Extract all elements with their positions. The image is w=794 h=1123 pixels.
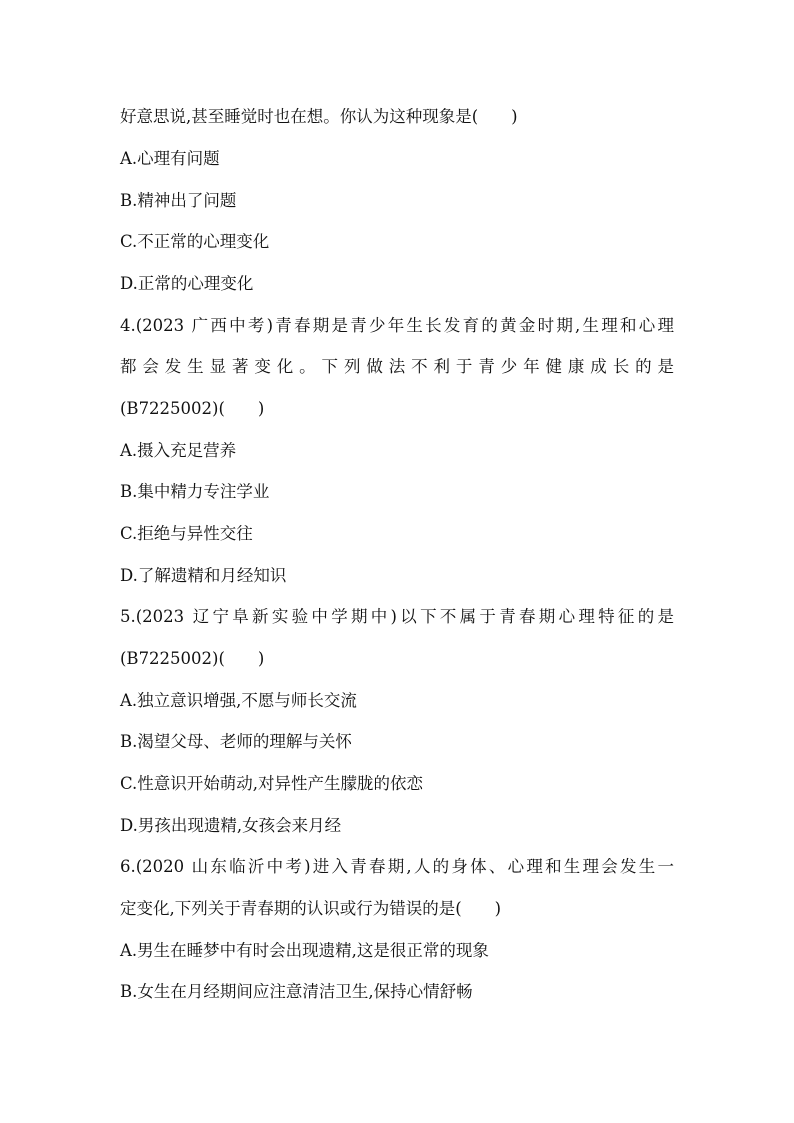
q3-option-b: B.精神出了问题 [120, 191, 237, 210]
q6-stem-line-2: 定变化,下列关于青春期的认识或行为错误的是( ) [120, 899, 502, 918]
q5-option-b: B.渴望父母、老师的理解与关怀 [120, 732, 352, 751]
q4-stem-line-1: 4.(2023 广西中考)青春期是青少年生长发育的黄金时期,生理和心理 [120, 316, 674, 335]
q5-stem-line-1: 5.(2023 辽宁阜新实验中学期中)以下不属于青春期心理特征的是 [120, 607, 674, 626]
q4-option-d: D.了解遗精和月经知识 [120, 566, 287, 585]
q5-option-a: A.独立意识增强,不愿与师长交流 [120, 691, 357, 710]
q3-stem-continuation: 好意思说,甚至睡觉时也在想。你认为这种现象是( ) [120, 107, 518, 126]
q5-option-d: D.男孩出现遗精,女孩会来月经 [120, 816, 342, 835]
q4-option-b: B.集中精力专注学业 [120, 482, 270, 501]
q4-option-a: A.摄入充足营养 [120, 441, 237, 460]
q6-option-b: B.女生在月经期间应注意清洁卫生,保持心情舒畅 [120, 982, 473, 1001]
q4-stem-line-2: 都会发生显著变化。下列做法不利于青少年健康成长的是 [120, 357, 674, 376]
q5-option-c: C.性意识开始萌动,对异性产生朦胧的依恋 [120, 774, 424, 793]
q5-stem-line-2: (B7225002)( ) [120, 649, 265, 668]
q3-option-d: D.正常的心理变化 [120, 274, 254, 293]
q4-stem-line-3: (B7225002)( ) [120, 399, 265, 418]
q6-stem-line-1: 6.(2020 山东临沂中考)进入青春期,人的身体、心理和生理会发生一 [120, 857, 674, 876]
q4-option-c: C.拒绝与异性交往 [120, 524, 253, 543]
q3-option-a: A.心理有问题 [120, 149, 220, 168]
q6-option-a: A.男生在睡梦中有时会出现遗精,这是很正常的现象 [120, 941, 489, 960]
q3-option-c: C.不正常的心理变化 [120, 232, 270, 251]
